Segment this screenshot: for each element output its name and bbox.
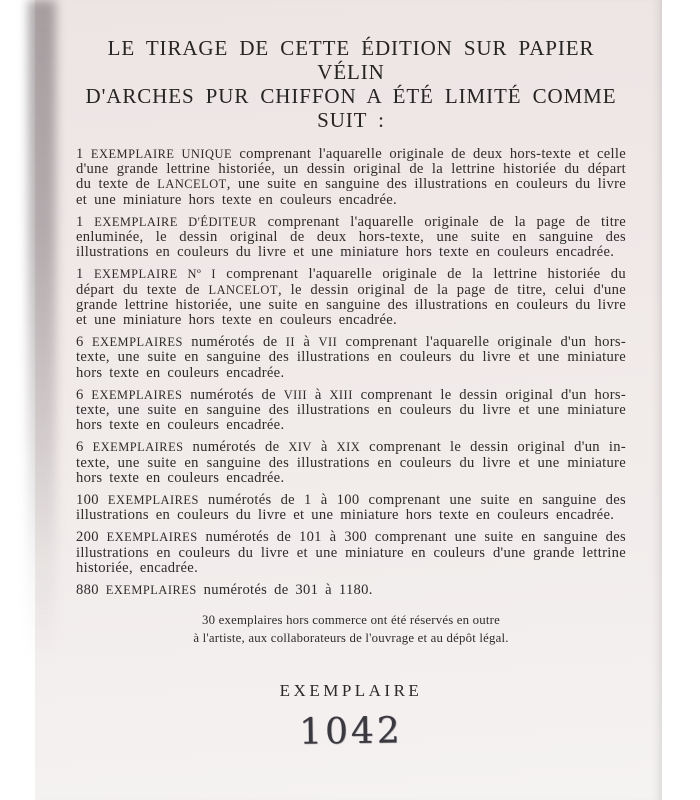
text-segment: comprenant l'aquarelle originale d'un hors-texte, une suite en sanguine des illustrations en couleurs du livre et une miniature hors texte en couleurs encadrée. [76, 334, 626, 381]
text-segment: 6 [76, 439, 93, 456]
text-segment: à [295, 334, 319, 351]
limitation-paragraph [76, 530, 626, 576]
text-segment: comprenant le dessin original d'un in-texte, une suite en sanguine des illustrations en couleurs du livre et une miniature hors texte en couleurs encadrée. [76, 439, 626, 486]
exemplaire-label: EXEMPLAIRE [279, 681, 423, 701]
copy-number-stamp: 1042 [298, 710, 404, 754]
limitation-paragraph [76, 388, 626, 434]
text-segment: à [311, 439, 337, 456]
limitation-paragraphs [76, 147, 626, 598]
small-caps-segment: II [285, 335, 296, 350]
small-caps-segment: EXEMPLAIRE UNIQUE [90, 147, 233, 161]
text-segment: comprenant le dessin original d'un hors-texte, une suite en sanguine des illustrations en couleurs du livre et une miniature hors texte en couleurs encadrée. [76, 386, 627, 434]
title-line: LE TIRAGE DE CETTE ÉDITION SUR PAPIER VÉLIN [107, 36, 595, 84]
text-segment: , une suite en sanguine des illustrations en couleurs du livre et une miniature hors texte en couleurs encadrée. [76, 176, 627, 208]
small-caps-segment: XIV [288, 440, 312, 455]
note-line: 30 exemplaires hors commerce ont été réservés en outre [202, 613, 500, 628]
text-segment: 1 [76, 213, 95, 230]
small-caps-segment: EXEMPLAIRES [105, 583, 197, 598]
text-segment: à [307, 386, 330, 403]
text-segment: comprenant l'aquarelle originale de la page de titre enluminée, le dessin original de deux hors-texte, une suite en sanguine des illustrations en couleurs du livre et une miniature hors texte en couleurs encadrée. [76, 213, 626, 261]
text-segment: comprenant l'aquarelle originale de deux hors-texte et celle d'une grande lettrine historiée, un dessin original de la lettrine historiée du départ du texte de [76, 146, 627, 193]
limitation-paragraph [76, 493, 626, 523]
text-segment: numérotés de 101 à 300 comprenant une suite en sanguine des illustrations en couleurs du livre et une miniature en couleurs d'une grande lettrine historiée, encadrée. [76, 529, 626, 576]
book-page [35, 0, 662, 800]
text-segment: numérotés de [182, 386, 284, 403]
text-segment: numérotés de 1 à 100 comprenant une suite en sanguine des illustrations en couleurs du livre et une miniature hors texte en couleurs encadrée. [76, 492, 626, 524]
text-segment: 1 [76, 146, 91, 162]
limitation-paragraph [76, 440, 626, 486]
text-segment: , le dessin original de la page de titre, celui d'une grande lettrine historiée, une suite en sanguine des illustrations en couleurs du livre et une miniature hors texte en couleurs encadrée. [76, 281, 626, 329]
text-segment: comprenant l'aquarelle originale de la lettrine historiée du départ du texte de [76, 266, 626, 298]
limitation-paragraph [76, 215, 626, 261]
limitation-paragraph [76, 583, 626, 598]
text-segment: 1 [76, 266, 94, 283]
note-line: à l'artiste, aux collaborateurs de l'ouvrage et au dépôt légal. [193, 631, 509, 646]
text-segment: numérotés de 301 à 1180. [196, 582, 373, 599]
limitation-paragraph [76, 267, 626, 328]
text-segment: 6 [76, 386, 92, 403]
text-segment: 880 [76, 582, 106, 599]
text-segment: numérotés de [183, 439, 289, 456]
small-caps-segment: XIII [329, 387, 353, 402]
text-segment: 100 [76, 492, 108, 509]
page-content [76, 0, 626, 752]
small-caps-segment: EXEMPLAIRES [107, 493, 199, 508]
page-title [76, 36, 626, 132]
small-caps-segment: EXEMPLAIRE D'ÉDITEUR [94, 214, 257, 229]
small-caps-segment: EXEMPLAIRES [91, 387, 183, 402]
small-caps-segment: EXEMPLAIRES [106, 530, 198, 545]
text-segment: 6 [76, 334, 92, 351]
small-caps-segment: VII [318, 335, 338, 350]
reserved-copies-note [76, 611, 626, 647]
limitation-paragraph [76, 147, 626, 208]
small-caps-segment: EXEMPLAIRES [92, 440, 184, 455]
small-caps-segment: EXEMPLAIRES [91, 335, 183, 350]
small-caps-segment: XIX [336, 440, 361, 455]
small-caps-segment: LANCELOT [208, 282, 278, 297]
small-caps-segment: VIII [283, 387, 308, 402]
limitation-paragraph [76, 335, 626, 381]
small-caps-segment: LANCELOT [157, 177, 227, 192]
page-edge-shadow [28, 0, 56, 780]
small-caps-segment: EXEMPLAIRE Nº I [93, 267, 216, 282]
text-segment: numérotés de [182, 334, 286, 351]
text-segment: 200 [76, 529, 107, 546]
title-line: D'ARCHES PUR CHIFFON A ÉTÉ LIMITÉ COMME SUIT : [85, 84, 617, 132]
